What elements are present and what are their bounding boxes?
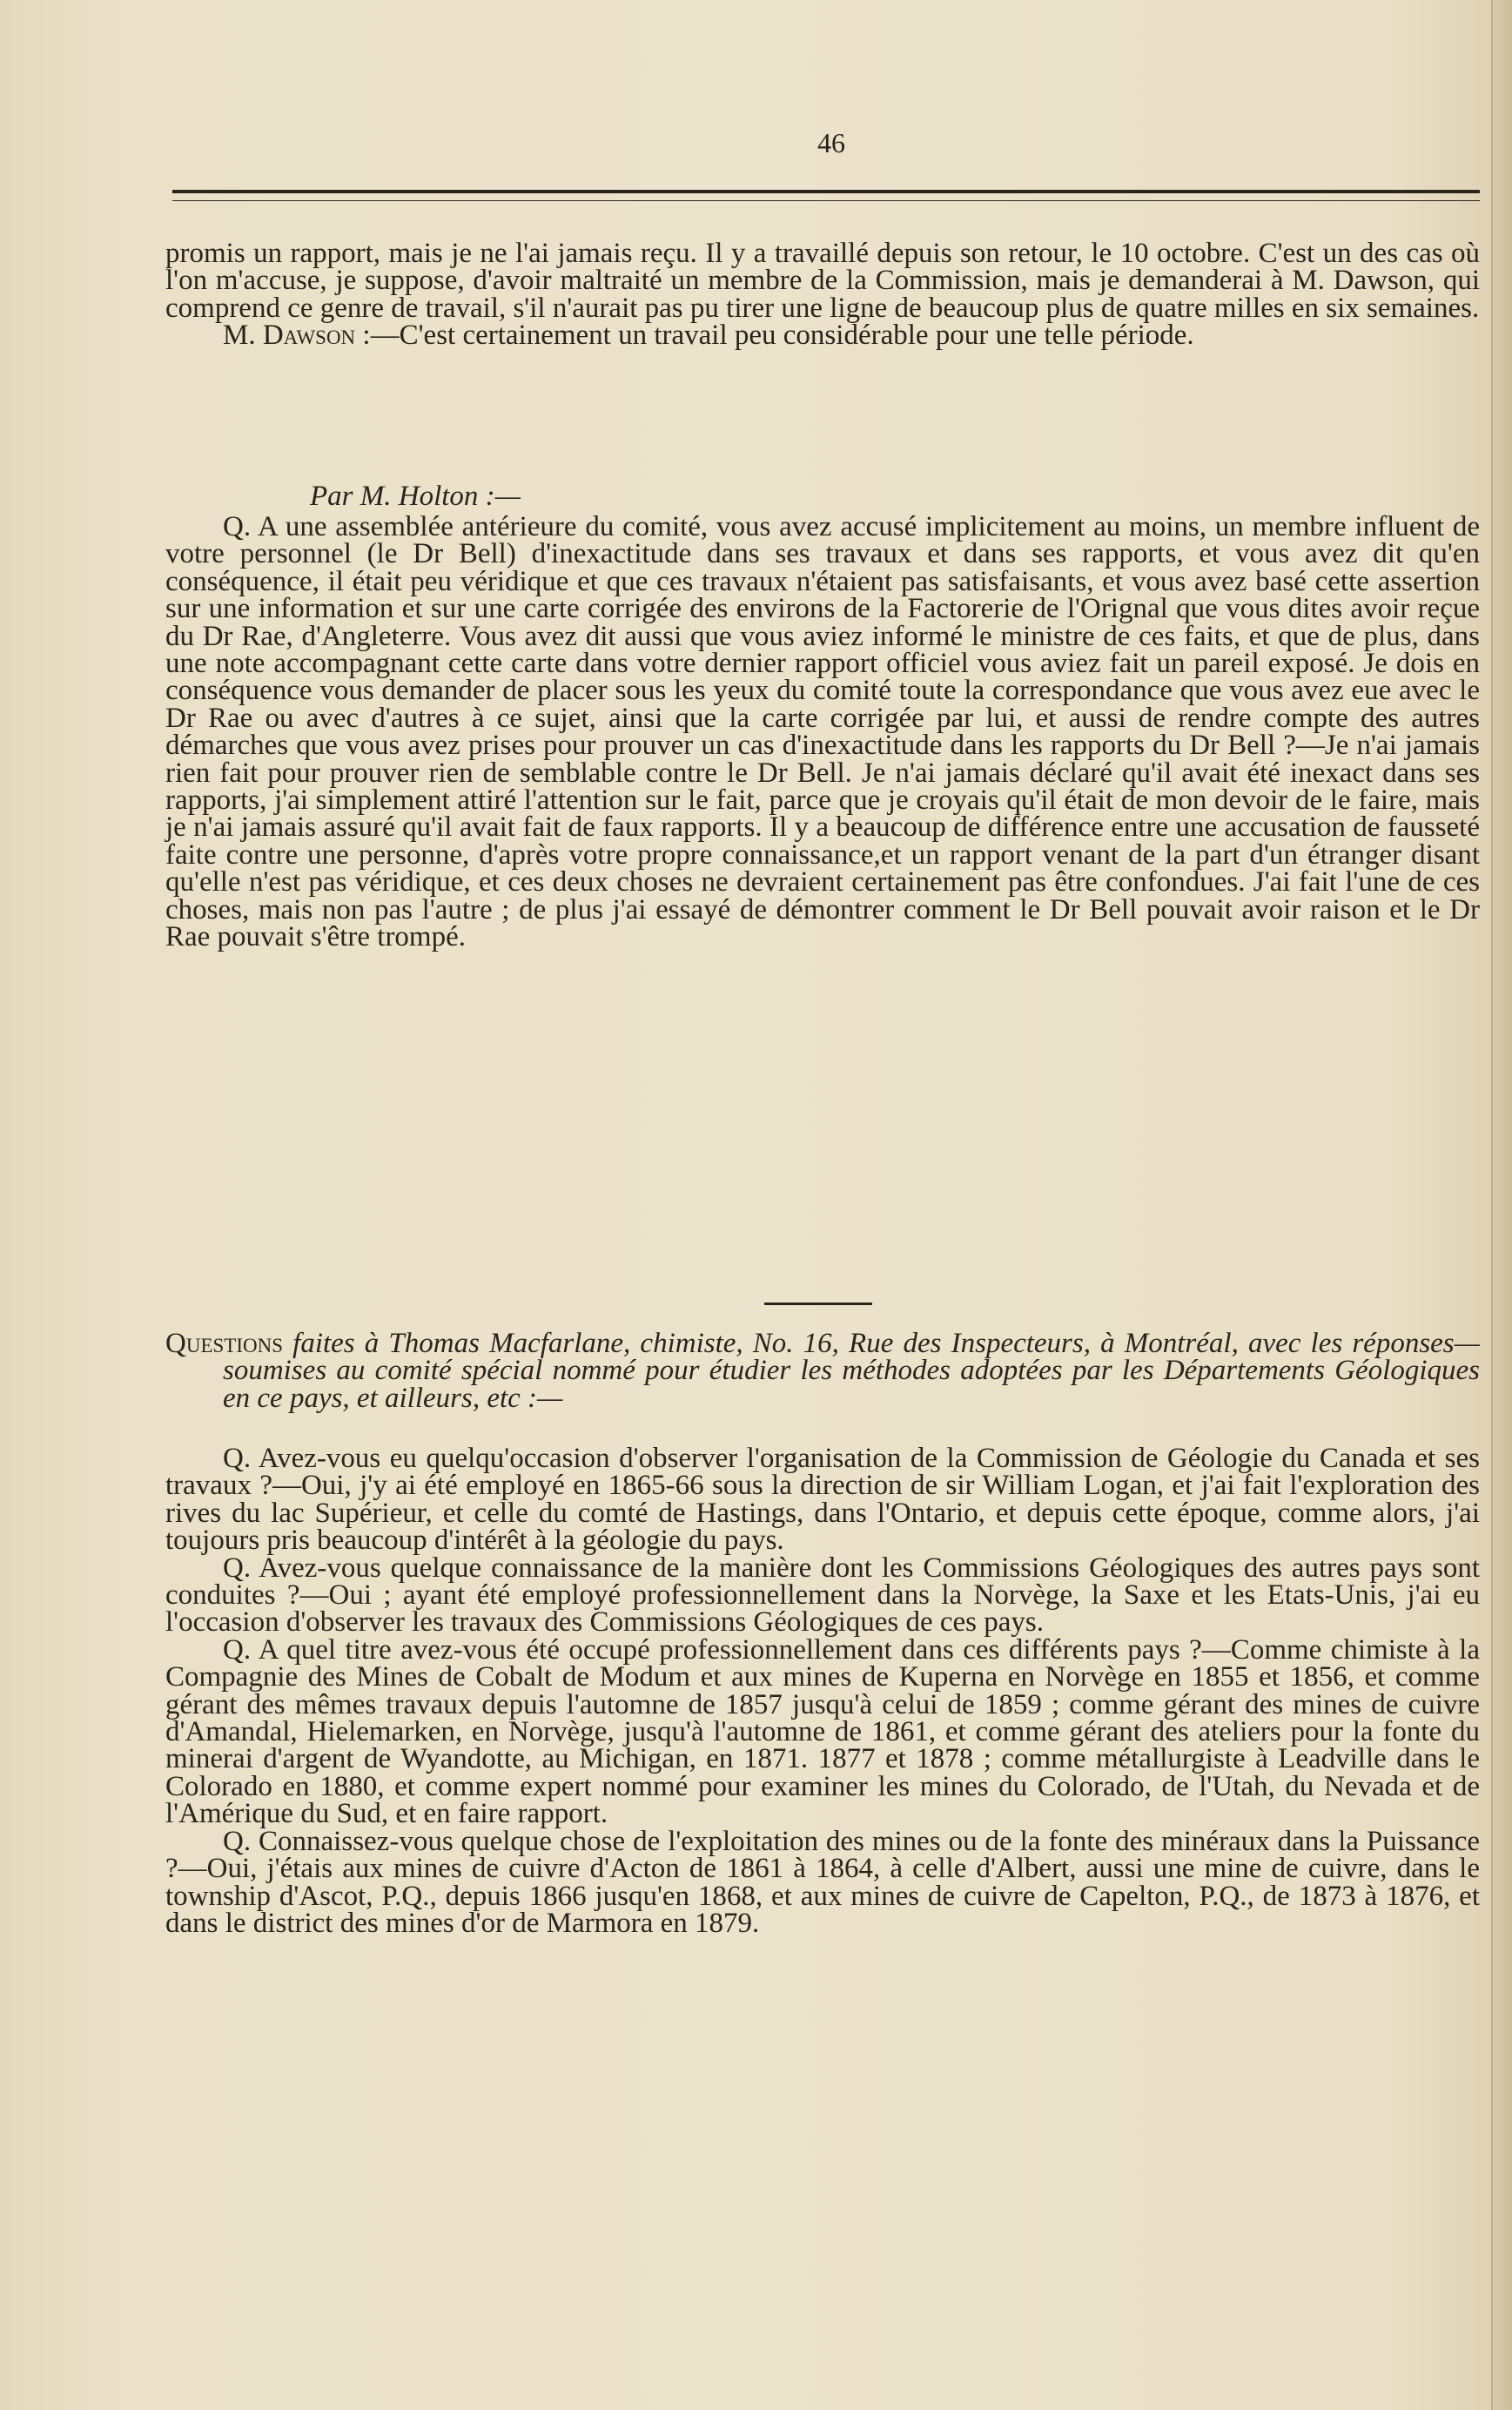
section-separator [764,1303,872,1305]
paragraph-dawson [165,320,1480,352]
text-block-top [165,240,1480,350]
paragraph-question: Q. Connaissez-vous quelque chose de l'exploitation des mines ou de la fonte des minéraux dans la Puissance ?—Oui, j'étais aux mines de cuivre d'Acton de 1861 à 1864, à celle d'Albert, aussi une mine de cuivre, dans le township d'Ascot, P.Q., depuis 1866 jusqu'en 1868, et aux mines de cuivre de Capelton, P.Q., de 1873 à 1876, et dans le district des mines d'or de Marmora en 1879. [165,1825,1480,1939]
speaker-text: :—C'est certainement un travail peu considérable pour une telle période. [355,320,1194,352]
speaker-name: M. Dawson [223,320,356,352]
questions-heading-label: Questions [165,1328,284,1359]
header-rule-thin [172,200,1480,201]
text-block-question-bell [165,511,1480,953]
questions-heading [165,1330,1480,1412]
section-subheading: Par M. Holton :— [310,481,521,512]
text-block-answers [165,1445,1480,1937]
page-edge [1491,0,1512,2410]
paragraph-question: Q. Avez-vous eu quelqu'occasion d'observer l'organisation de la Commission de Géologie du Canada et ses travaux ?—Oui, j'y ai été employé en 1865-66 sous la direction de sir William Logan, et j'ai fait l'exploration des rives du lac Supérieur, et celle du comté de Hastings, dans l'Ontario, et depuis cette époque, comme alors, j'ai toujours pris beaucoup d'intérêt à la géologie du pays. [165,1443,1480,1557]
paragraph-continuation: promis un rapport, mais je ne l'ai jamais reçu. Il y a travaillé depuis son retour, le 10 octobre. C'est un des cas où l'on m'accuse, je suppose, d'avoir maltraité un membre de la Commission, mais je demanderai à M. Dawson, qui comprend ce genre de travail, s'il n'aurait pas pu tirer une ligne de beaucoup plus de quatre milles en six semaines. [165,238,1480,324]
paragraph-question: Q. A quel titre avez-vous été occupé professionnellement dans ces différents pays ?—Comme chimiste à la Compagnie des Mines de Cobalt de Modum et aux mines de Kuperna en Norvège en 1855 et 1856, et comme gérant des mêmes travaux depuis l'automne de 1857 jusqu'à celui de 1859 ; comme gérant des mines de cuivre d'Amandal, Hielemarken, en Norvège, jusqu'à l'automne de 1861, et comme gérant des ateliers pour la fonte du minerai d'argent de Wyandotte, au Michigan, en 1871. 1877 et 1878 ; comme métallurgiste à Leadville dans le Colorado en 1880, et comme expert nommé pour examiner les mines du Colorado, de l'Utah, du Nevada et de l'Amérique du Sud, et en faire rapport. [165,1633,1480,1830]
questions-heading-text: faites à Thomas Macfarlane, chimiste, No. 16, Rue des Inspecteurs, à Montréal, avec les réponses—soumises au comité spécial nommé pour étudier les méthodes adoptées par les Départements Géologiques en ce pays, et ailleurs, etc :— [223,1328,1480,1414]
paragraph-question: Q. A une assemblée antérieure du comité, vous avez accusé implicitement au moins, un membre influent de votre personnel (le Dr Bell) d'inexactitude dans ses travaux et dans ses rapports, et vous avez dit qu'en conséquence, il était peu véridique et que ces travaux n'étaient pas satisfaisants, et vous avez basé cette assertion sur une information et sur une carte corrigée des environs de la Factorerie de l'Orignal que vous dites avoir reçue du Dr Rae, d'Angleterre. Vous avez dit aussi que vous aviez informé le ministre de ces faits, et que de plus, dans une note accompagnant cette carte dans votre dernier rapport officiel vous aviez fait un pareil exposé. Je dois en conséquence vous demander de placer sous les yeux du comité toute la correspondance que vous avez eue avec le Dr Rae ou avec d'autres à ce sujet, ainsi que la carte corrigée par lui, et aussi de rendre compte des autres démarches que vous avez prises pour prouver un cas d'inexactitude dans les rapports du Dr Bell ?—Je n'ai jamais rien fait pour prouver rien de semblable contre le Dr Bell. Je n'ai jamais déclaré qu'il avait été inexact dans ses rapports, j'ai simplement attiré l'attention sur le fait, parce que je croyais qu'il était de mon devoir de le faire, mais je n'ai jamais assuré qu'il avait fait de faux rapports. Il y a beaucoup de différence entre une accusation de fausseté faite contre une personne, d'après votre propre connaissance,et un rapport venant de la part d'un étranger disant qu'elle n'est pas véridique, et ces deux choses ne devraient certainement pas être confondues. J'ai fait l'une de ces choses, mais non pas l'autre ; de plus j'ai essayé de démontrer comment le Dr Bell pouvait avoir raison et le Dr Rae pouvait s'être trompé. [165,511,1480,953]
header-rule [172,190,1480,193]
paragraph-question: Q. Avez-vous quelque connaissance de la manière dont les Commissions Géologiques des autres pays sont conduites ?—Oui ; ayant été employé professionnellement dans la Norvège, la Saxe et les Etats-Unis, j'ai eu l'occasion d'observer les travaux des Commissions Géologiques de ces pays. [165,1552,1480,1639]
page-number: 46 [817,127,845,158]
